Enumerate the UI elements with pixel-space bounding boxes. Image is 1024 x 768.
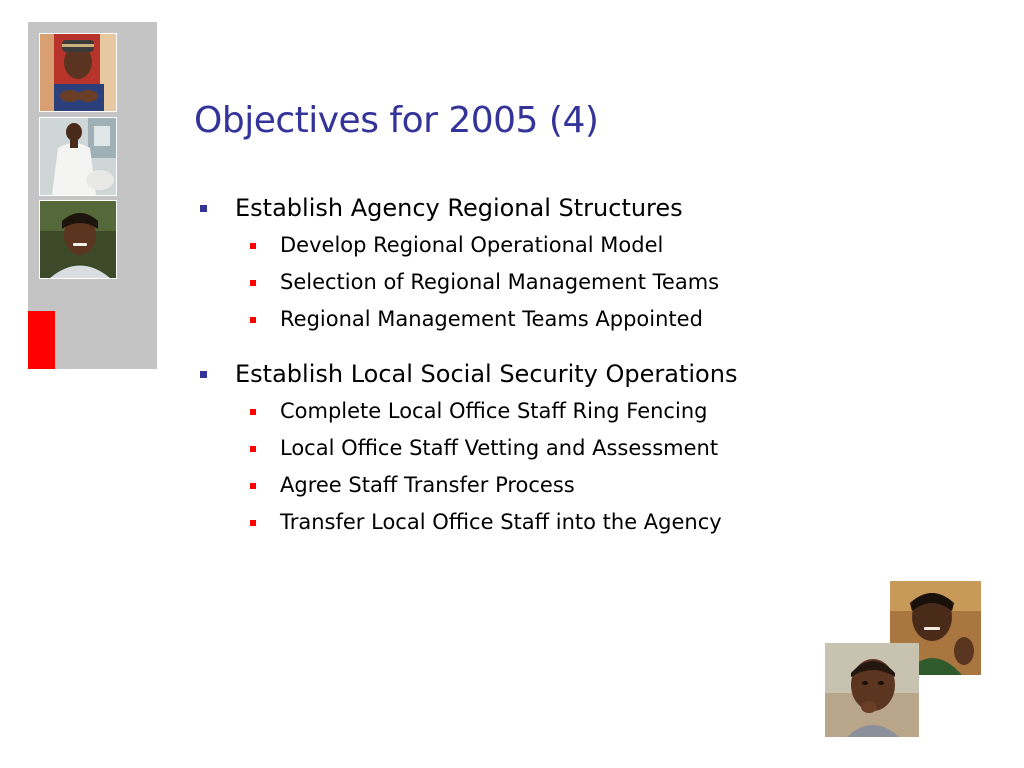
bullet-text: Transfer Local Office Staff into the Agency — [280, 510, 722, 534]
bullet-level2 — [198, 504, 978, 541]
bullet-text: Agree Staff Transfer Process — [280, 473, 575, 497]
square-bullet-icon — [250, 520, 256, 526]
bullet-level2 — [198, 264, 978, 301]
square-bullet-icon — [250, 483, 256, 489]
bullet-level2 — [198, 467, 978, 504]
bullet-content — [198, 190, 978, 559]
bullet-group-regional — [198, 190, 978, 338]
photo-young-boy — [825, 643, 919, 737]
bullet-level2 — [198, 393, 978, 430]
bullet-text: Establish Agency Regional Structures — [235, 194, 683, 222]
slide-title: Objectives for 2005 (4) — [194, 100, 599, 141]
bullet-level1 — [198, 190, 978, 227]
square-bullet-icon — [250, 409, 256, 415]
red-accent-block — [28, 311, 55, 369]
square-bullet-icon — [200, 205, 207, 212]
bullet-text: Complete Local Office Staff Ring Fencing — [280, 399, 708, 423]
bullet-text: Local Office Staff Vetting and Assessment — [280, 436, 719, 460]
bullet-text: Regional Management Teams Appointed — [280, 307, 703, 331]
photo-smiling-woman — [39, 200, 117, 279]
square-bullet-icon — [250, 446, 256, 452]
square-bullet-icon — [250, 280, 256, 286]
square-bullet-icon — [250, 317, 256, 323]
bullet-group-local — [198, 356, 978, 541]
photo-man-with-hat — [39, 33, 117, 112]
bullet-text: Develop Regional Operational Model — [280, 233, 664, 257]
square-bullet-icon — [250, 243, 256, 249]
bullet-level2 — [198, 430, 978, 467]
square-bullet-icon — [200, 371, 207, 378]
bullet-level2 — [198, 301, 978, 338]
photo-nurse — [39, 117, 117, 196]
bullet-level2 — [198, 227, 978, 264]
bullet-level1 — [198, 356, 978, 393]
bullet-text: Selection of Regional Management Teams — [280, 270, 720, 294]
bullet-text: Establish Local Social Security Operations — [235, 360, 738, 388]
